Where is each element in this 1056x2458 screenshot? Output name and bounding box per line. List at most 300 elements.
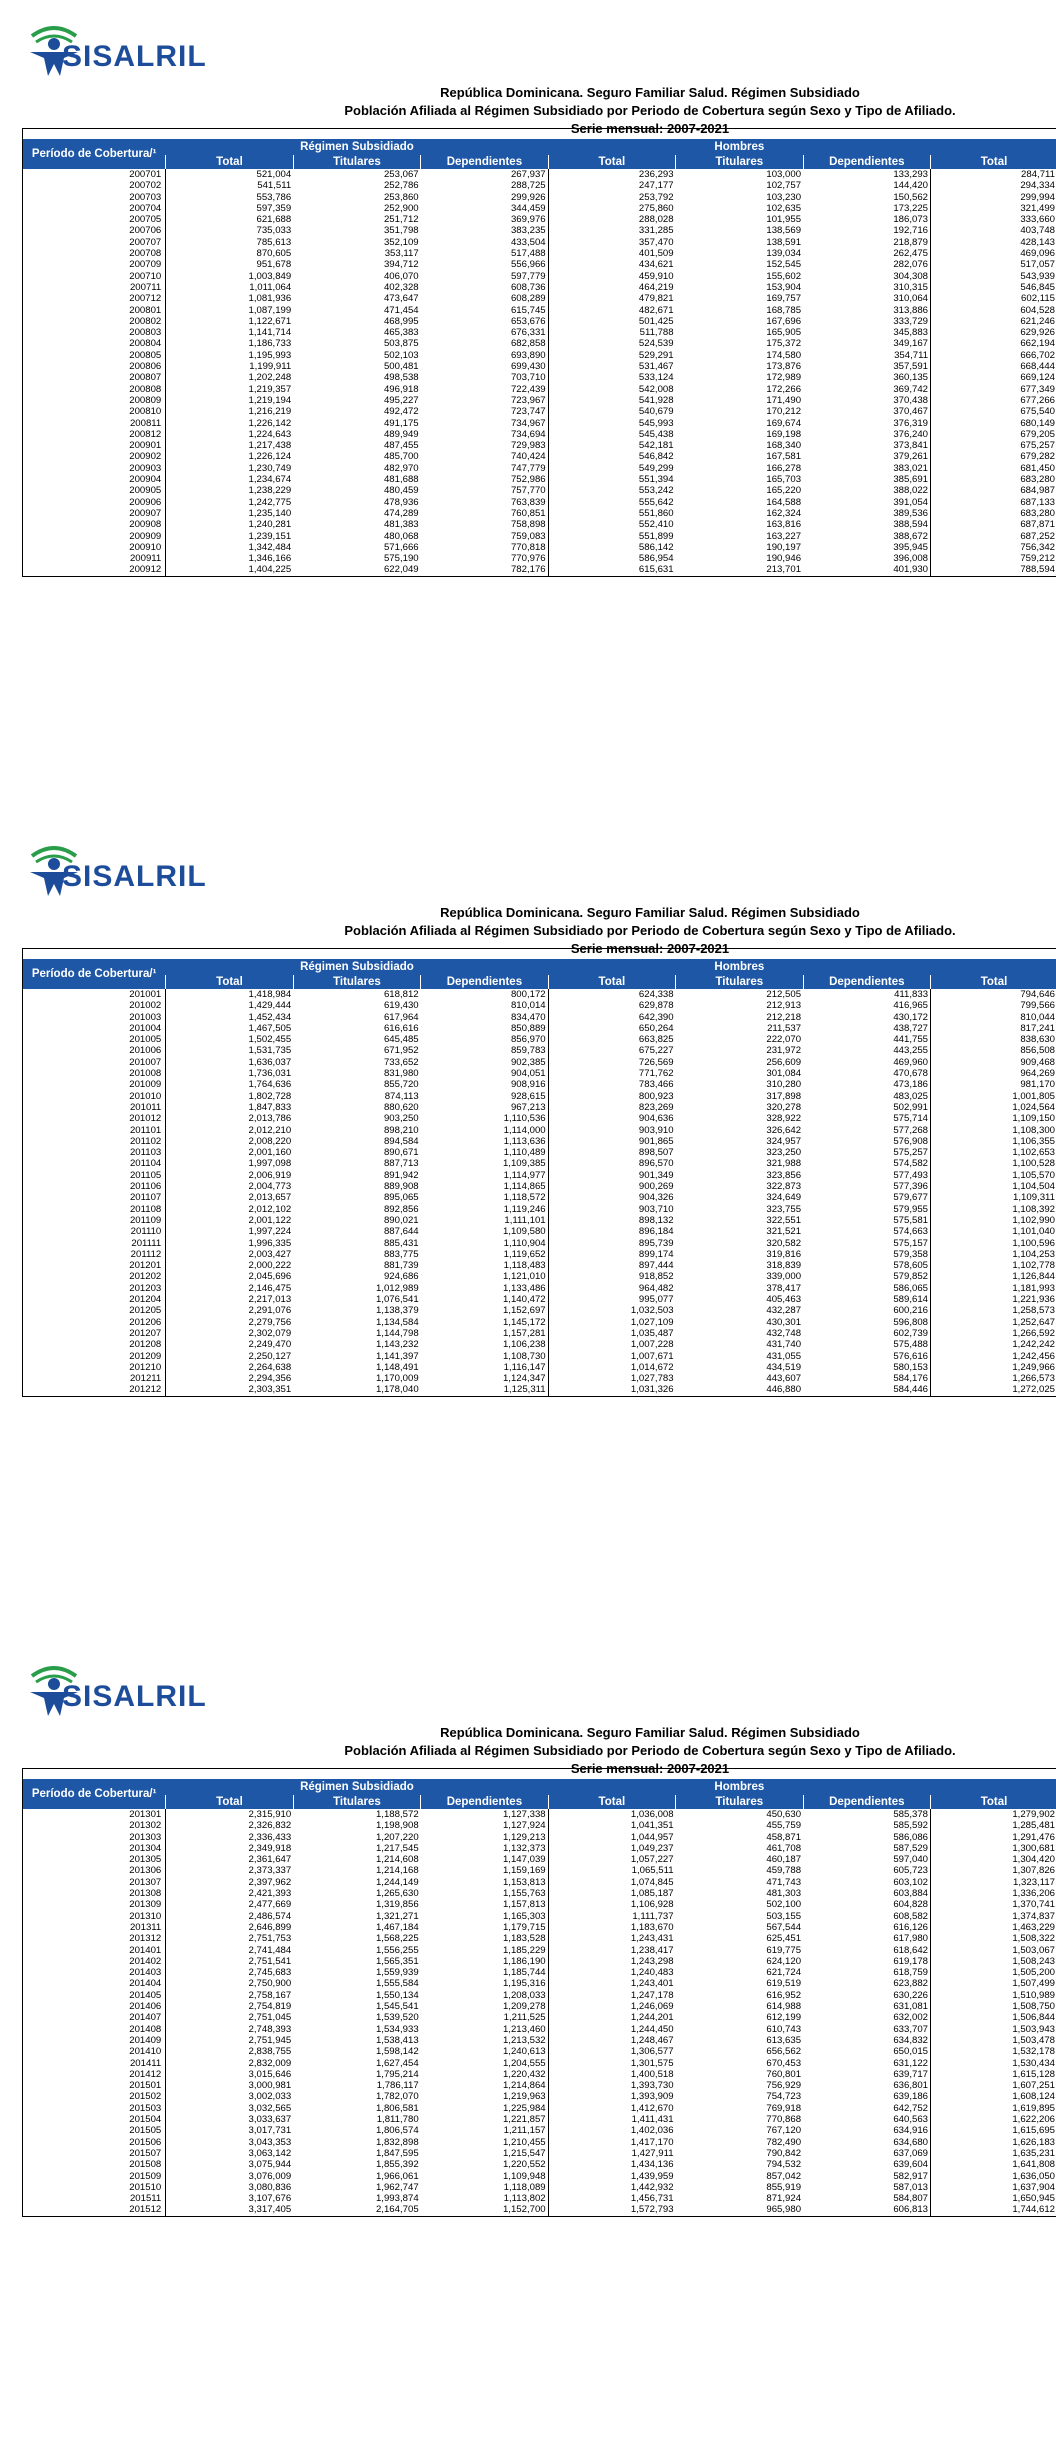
value-cell: 760,851: [510, 507, 546, 519]
period-cell: 201512: [23, 2204, 166, 2216]
value-cell: 817,241: [931, 1023, 1056, 1034]
value-cell: 1,238,229: [166, 485, 293, 496]
group-header-blank: [931, 959, 1056, 975]
col-header-titulares: Titulares: [293, 155, 420, 169]
value-cell: 3,080,836: [166, 2182, 293, 2193]
period-cell: 201511: [129, 2193, 162, 2205]
value-cell: 483,025: [893, 1090, 929, 1102]
value-cell: 324,649: [766, 1192, 802, 1204]
value-cell: 378,417: [766, 1282, 802, 1294]
value-cell: 675,257: [931, 440, 1056, 451]
value-cell: 162,324: [766, 507, 802, 519]
value-cell: 524,539: [548, 338, 675, 349]
value-cell: 211,537: [767, 1022, 802, 1034]
value-cell: 1,108,300: [931, 1125, 1056, 1136]
value-cell: 552,410: [548, 519, 675, 530]
group-header-men: Hombres: [548, 1779, 930, 1795]
value-cell: 895,065: [383, 1192, 419, 1204]
value-cell: 1,374,837: [931, 1911, 1056, 1922]
value-cell: 133,293: [893, 169, 929, 180]
value-cell: 212,913: [766, 1000, 802, 1012]
value-cell: 430,172: [893, 1011, 929, 1023]
value-cell: 1,165,303: [502, 1910, 546, 1922]
value-cell: 656,562: [766, 2046, 802, 2058]
value-cell: 1,230,749: [166, 463, 293, 474]
value-cell: 432,287: [766, 1305, 802, 1317]
value-cell: 320,582: [766, 1237, 802, 1249]
value-cell: 586,086: [893, 1831, 929, 1843]
value-cell: 345,883: [893, 327, 929, 339]
value-cell: 3,075,944: [166, 2159, 293, 2170]
value-cell: 1,186,190: [502, 1955, 546, 1967]
value-cell: 428,143: [931, 237, 1056, 248]
value-cell: 1,782,070: [375, 2091, 419, 2103]
value-cell: 1,219,194: [166, 395, 293, 406]
col-header-dependientes: Dependientes: [803, 1795, 930, 1809]
value-cell: 1,104,504: [931, 1181, 1056, 1192]
table-row: [23, 282, 1056, 293]
value-cell: 1,100,528: [931, 1158, 1056, 1169]
value-cell: 577,396: [893, 1181, 929, 1193]
value-cell: 890,021: [383, 1214, 419, 1226]
value-cell: 431,055: [766, 1350, 802, 1362]
value-cell: 575,581: [893, 1214, 929, 1226]
value-cell: 1,248,467: [548, 2035, 675, 2046]
value-cell: 1,014,672: [548, 1362, 675, 1373]
value-cell: 616,126: [893, 1921, 929, 1933]
table-row: [23, 564, 1056, 576]
value-cell: 1,806,581: [375, 2102, 419, 2114]
value-cell: 1,301,575: [548, 2058, 675, 2069]
value-cell: 1,221,857: [502, 2114, 546, 2126]
table-row: [23, 316, 1056, 327]
value-cell: 639,186: [893, 2091, 929, 2103]
value-cell: 138,591: [766, 236, 802, 248]
value-cell: 681,450: [931, 463, 1056, 474]
period-cell: 200704: [129, 202, 162, 214]
value-cell: 2,754,819: [166, 2001, 293, 2012]
value-cell: 1,118,483: [503, 1260, 546, 1272]
period-cell: 201205: [129, 1305, 162, 1317]
col-header-titulares: Titulares: [676, 155, 803, 169]
table-row: [23, 2046, 1056, 2057]
value-cell: 282,076: [893, 259, 929, 271]
value-cell: 899,174: [548, 1249, 675, 1260]
value-cell: 1,855,392: [375, 2159, 419, 2171]
period-cell: 201109: [129, 1214, 162, 1226]
value-cell: 967,213: [510, 1101, 546, 1113]
period-cell: 201201: [129, 1260, 162, 1272]
value-cell: 794,646: [931, 989, 1056, 1000]
value-cell: 575,190: [383, 553, 419, 565]
value-cell: 624,120: [766, 1955, 802, 1967]
value-cell: 2,421,393: [166, 1888, 293, 1899]
value-cell: 1,148,491: [375, 1361, 419, 1373]
value-cell: 770,976: [510, 553, 546, 565]
value-cell: 760,801: [766, 2068, 802, 2080]
logo-text: SISALRIL: [62, 1680, 207, 1713]
value-cell: 171,490: [766, 394, 802, 406]
value-cell: 1,243,298: [548, 1956, 675, 1967]
value-cell: 1,279,902: [931, 1809, 1056, 1820]
value-cell: 168,340: [766, 440, 802, 452]
value-cell: 503,875: [383, 338, 419, 350]
value-cell: 1,211,157: [503, 2125, 546, 2137]
value-cell: 642,390: [548, 1012, 675, 1023]
value-cell: 3,317,405: [166, 2204, 293, 2216]
period-cell: 200806: [129, 361, 162, 373]
value-cell: 904,326: [548, 1192, 675, 1203]
value-cell: 1,555,584: [375, 1978, 419, 1990]
value-cell: 1,074,845: [548, 1877, 675, 1888]
value-cell: 617,980: [893, 1933, 929, 1945]
value-cell: 2,217,013: [166, 1294, 293, 1305]
period-header: Período de Cobertura/¹: [23, 1779, 166, 1809]
value-cell: 810,044: [931, 1012, 1056, 1023]
value-cell: 1,615,128: [931, 2069, 1056, 2080]
period-cell: 201401: [129, 1944, 162, 1956]
value-cell: 1,244,201: [548, 2012, 675, 2023]
value-cell: 770,818: [510, 541, 546, 553]
value-cell: 904,636: [548, 1113, 675, 1124]
value-cell: 794,532: [766, 2159, 802, 2171]
value-cell: 247,177: [548, 180, 675, 191]
value-cell: 733,652: [383, 1056, 419, 1068]
value-cell: 434,519: [766, 1361, 802, 1373]
period-cell: 201509: [129, 2170, 162, 2182]
value-cell: 541,511: [166, 180, 293, 191]
value-cell: 173,225: [893, 202, 929, 214]
value-cell: 585,592: [893, 1820, 929, 1832]
value-cell: 450,630: [766, 1809, 802, 1820]
value-cell: 357,591: [893, 361, 929, 373]
period-cell: 201106: [129, 1181, 162, 1193]
value-cell: 870,605: [166, 248, 293, 259]
value-cell: 2,486,574: [166, 1911, 293, 1922]
value-cell: 1,185,744: [502, 1967, 546, 1979]
value-cell: 253,067: [383, 169, 419, 180]
period-cell: 201110: [130, 1226, 162, 1238]
value-cell: 370,467: [893, 406, 929, 418]
value-cell: 1,565,351: [375, 1955, 419, 1967]
value-cell: 1,108,730: [502, 1350, 546, 1362]
period-cell: 200911: [129, 553, 162, 565]
value-cell: 1,157,813: [502, 1899, 546, 1911]
value-cell: 169,757: [766, 293, 802, 305]
group-header-subsidized: Régimen Subsidiado: [166, 959, 548, 975]
table-row: [23, 1865, 1056, 1876]
table-row: [23, 350, 1056, 361]
value-cell: 630,226: [893, 1989, 929, 2001]
value-cell: 1,195,993: [166, 350, 293, 361]
value-cell: 1,439,959: [548, 2171, 675, 2182]
period-cell: 201203: [129, 1282, 162, 1294]
value-cell: 1,636,037: [166, 1057, 293, 1068]
period-cell: 201003: [129, 1011, 162, 1023]
table-row: [23, 1373, 1056, 1384]
table-row: [23, 338, 1056, 349]
value-cell: 909,468: [931, 1057, 1056, 1068]
period-cell: 201503: [129, 2102, 162, 2114]
value-cell: 406,070: [383, 270, 419, 282]
value-cell: 165,220: [766, 485, 802, 497]
value-cell: 589,614: [893, 1294, 929, 1306]
value-cell: 790,842: [766, 2147, 802, 2159]
value-cell: 1,110,489: [503, 1147, 546, 1159]
col-header-titulares: Titulares: [676, 975, 803, 989]
value-cell: 1,087,199: [166, 305, 293, 316]
logo-text: SISALRIL: [62, 40, 207, 73]
value-cell: 1,214,608: [375, 1854, 419, 1866]
value-cell: 623,882: [893, 1978, 929, 1990]
value-cell: 624,338: [548, 989, 675, 1000]
value-cell: 1,291,476: [931, 1832, 1056, 1843]
value-cell: 379,261: [893, 451, 929, 463]
value-cell: 474,289: [383, 507, 419, 519]
value-cell: 1,035,487: [548, 1328, 675, 1339]
value-cell: 251,712: [383, 214, 419, 226]
value-cell: 459,788: [766, 1865, 802, 1877]
value-cell: 328,922: [766, 1113, 802, 1125]
period-cell: 201510: [129, 2181, 162, 2193]
table-row: [23, 1215, 1056, 1226]
value-cell: 1,220,432: [502, 2068, 546, 2080]
value-cell: 401,930: [803, 564, 930, 576]
value-cell: 388,672: [893, 530, 929, 542]
value-cell: 891,942: [383, 1169, 419, 1181]
value-cell: 1,997,224: [166, 1226, 293, 1237]
table-row: [23, 395, 1056, 406]
value-cell: 608,582: [893, 1910, 929, 1922]
value-cell: 619,775: [766, 1944, 802, 1956]
value-cell: 785,613: [166, 237, 293, 248]
title-line-1: República Dominicana. Seguro Familiar Salud. Régimen Subsidiado: [440, 85, 860, 100]
value-cell: 1,116,147: [503, 1361, 546, 1373]
value-cell: 357,470: [548, 237, 675, 248]
value-cell: 1,346,166: [166, 553, 293, 564]
value-cell: 584,176: [893, 1373, 929, 1385]
value-cell: 831,980: [383, 1068, 419, 1080]
value-cell: 1,258,573: [931, 1305, 1056, 1316]
value-cell: 2,646,899: [166, 1922, 293, 1933]
value-cell: 3,043,353: [166, 2137, 293, 2148]
value-cell: 481,688: [383, 474, 419, 486]
value-cell: 756,929: [766, 2080, 802, 2092]
value-cell: 253,860: [383, 191, 419, 203]
value-cell: 2,397,962: [166, 1877, 293, 1888]
value-cell: 502,991: [893, 1101, 929, 1113]
value-cell: 1,400,518: [548, 2069, 675, 2080]
value-cell: 1,247,178: [548, 1990, 675, 2001]
value-cell: 102,635: [766, 202, 802, 214]
value-cell: 492,472: [383, 406, 419, 418]
value-cell: 759,083: [510, 530, 546, 542]
period-cell: 200812: [129, 428, 162, 440]
col-header-titulares: Titulares: [293, 1795, 420, 1809]
value-cell: 571,666: [383, 541, 419, 553]
value-cell: 1,225,984: [502, 2102, 546, 2114]
value-cell: 458,871: [766, 1831, 802, 1843]
value-cell: 1,452,434: [166, 1012, 293, 1023]
period-cell: 200905: [129, 485, 162, 497]
table-row: [23, 1045, 1056, 1056]
value-cell: 670,453: [766, 2057, 802, 2069]
table-row: [23, 531, 1056, 542]
table-row: [23, 2001, 1056, 2012]
period-cell: 201409: [129, 2034, 162, 2046]
value-cell: 339,000: [766, 1271, 802, 1283]
value-cell: 434,621: [548, 259, 675, 270]
value-cell: 351,798: [383, 225, 419, 237]
table-row: [23, 542, 1056, 553]
value-cell: 600,216: [893, 1305, 929, 1317]
table-row: [23, 2091, 1056, 2102]
group-header-men: Hombres: [548, 959, 930, 975]
value-cell: 677,349: [931, 384, 1056, 395]
table-row: [23, 203, 1056, 214]
period-cell: 201007: [129, 1056, 162, 1068]
value-cell: 370,438: [893, 394, 929, 406]
value-cell: 1,100,596: [931, 1238, 1056, 1249]
value-cell: 480,459: [383, 485, 419, 497]
value-cell: 313,886: [893, 304, 929, 316]
group-header-subsidized: Régimen Subsidiado: [166, 1779, 548, 1795]
title-line-3: Serie mensual: 2007-2021: [570, 941, 730, 956]
table-row: [23, 1911, 1056, 1922]
value-cell: 1,011,064: [166, 282, 293, 293]
value-cell: 596,808: [893, 1316, 929, 1328]
col-header-total: Total: [548, 1795, 675, 1809]
value-cell: 2,748,393: [166, 2024, 293, 2035]
value-cell: 1,243,431: [548, 1933, 675, 1944]
value-cell: 498,538: [383, 372, 419, 384]
value-cell: 1,300,681: [931, 1843, 1056, 1854]
value-cell: 683,280: [931, 508, 1056, 519]
value-cell: 470,678: [893, 1068, 929, 1080]
value-cell: 1,997,098: [166, 1158, 293, 1169]
value-cell: 1,109,311: [931, 1192, 1056, 1203]
value-cell: 540,679: [548, 406, 675, 417]
value-cell: 896,570: [548, 1158, 675, 1169]
period-cell: 201403: [129, 1967, 162, 1979]
period-cell: 200705: [129, 214, 162, 226]
value-cell: 321,988: [766, 1158, 802, 1170]
period-cell: 201009: [129, 1079, 162, 1091]
value-cell: 1,556,255: [375, 1944, 419, 1956]
table-row: [23, 1956, 1056, 1967]
value-cell: 758,898: [510, 519, 546, 531]
period-cell: 201402: [129, 1955, 162, 1967]
period-cell: 200908: [129, 519, 162, 531]
value-cell: 608,736: [510, 281, 546, 293]
col-header-total: Total: [166, 975, 293, 989]
period-cell: 201305: [129, 1854, 162, 1866]
col-header-total: Total: [931, 1795, 1056, 1809]
value-cell: 502,103: [383, 349, 419, 361]
value-cell: 321,499: [931, 203, 1056, 214]
value-cell: 376,319: [893, 417, 929, 429]
value-cell: 602,739: [893, 1327, 929, 1339]
value-cell: 579,358: [893, 1248, 929, 1260]
value-cell: 663,825: [548, 1034, 675, 1045]
value-cell: 615,631: [548, 564, 675, 576]
value-cell: 616,616: [383, 1022, 419, 1034]
value-cell: 675,227: [548, 1045, 675, 1056]
value-cell: 671,952: [383, 1045, 419, 1057]
table-row: [23, 418, 1056, 429]
value-cell: 579,852: [893, 1271, 929, 1283]
value-cell: 1,559,939: [375, 1967, 419, 1979]
value-cell: 2,741,484: [166, 1945, 293, 1956]
value-cell: 353,117: [384, 248, 419, 260]
value-cell: 349,167: [893, 338, 929, 350]
logo-text: SISALRIL: [62, 860, 207, 893]
value-cell: 2,000,222: [166, 1260, 293, 1271]
table-row: [23, 327, 1056, 338]
value-cell: 218,879: [893, 236, 929, 248]
value-cell: 385,691: [893, 474, 929, 486]
value-cell: 653,676: [510, 315, 546, 327]
value-cell: 1,434,136: [548, 2159, 675, 2170]
value-cell: 618,812: [383, 989, 419, 1000]
table-row: [23, 553, 1056, 564]
table-row: [23, 1922, 1056, 1933]
value-cell: 275,860: [548, 203, 675, 214]
table-row: [23, 2012, 1056, 2023]
value-cell: 1,306,577: [548, 2046, 675, 2057]
value-cell: 1,109,580: [502, 1226, 546, 1238]
period-cell: 200912: [23, 564, 166, 576]
value-cell: 2,001,160: [166, 1147, 293, 1158]
value-cell: 1,418,984: [166, 989, 293, 1000]
value-cell: 1,242,242: [931, 1339, 1056, 1350]
table-row: [23, 1317, 1056, 1328]
sisalril-logo: [24, 18, 214, 88]
value-cell: 166,278: [766, 462, 802, 474]
period-cell: 201304: [129, 1842, 162, 1854]
value-cell: 3,017,731: [166, 2125, 293, 2136]
value-cell: 1,101,040: [931, 1226, 1056, 1237]
table-row: [23, 271, 1056, 282]
value-cell: 2,302,079: [166, 1328, 293, 1339]
value-cell: 1,204,555: [502, 2057, 546, 2069]
value-cell: 173,876: [766, 361, 802, 373]
value-cell: 482,671: [548, 305, 675, 316]
value-cell: 605,723: [893, 1865, 929, 1877]
value-cell: 1,157,281: [502, 1327, 546, 1339]
value-cell: 2,045,696: [166, 1271, 293, 1282]
value-cell: 1,102,653: [931, 1147, 1056, 1158]
value-cell: 324,957: [766, 1135, 802, 1147]
value-cell: 1,246,069: [548, 2001, 675, 2012]
value-cell: 1,244,149: [375, 1876, 419, 1888]
value-cell: 856,508: [931, 1045, 1056, 1056]
value-cell: 639,604: [893, 2159, 929, 2171]
value-cell: 901,349: [548, 1170, 675, 1181]
value-cell: 604,828: [893, 1899, 929, 1911]
value-cell: 597,779: [510, 270, 546, 282]
period-cell: 201011: [129, 1101, 162, 1113]
value-cell: 464,219: [548, 282, 675, 293]
value-cell: 2,013,786: [166, 1113, 293, 1124]
value-cell: 1,802,728: [166, 1091, 293, 1102]
value-cell: 1,832,898: [375, 2136, 419, 2148]
period-cell: 201107: [129, 1192, 162, 1204]
value-cell: 603,102: [893, 1876, 929, 1888]
value-cell: 1,113,636: [503, 1135, 546, 1147]
table-row: [23, 1158, 1056, 1169]
period-cell: 200906: [129, 496, 162, 508]
